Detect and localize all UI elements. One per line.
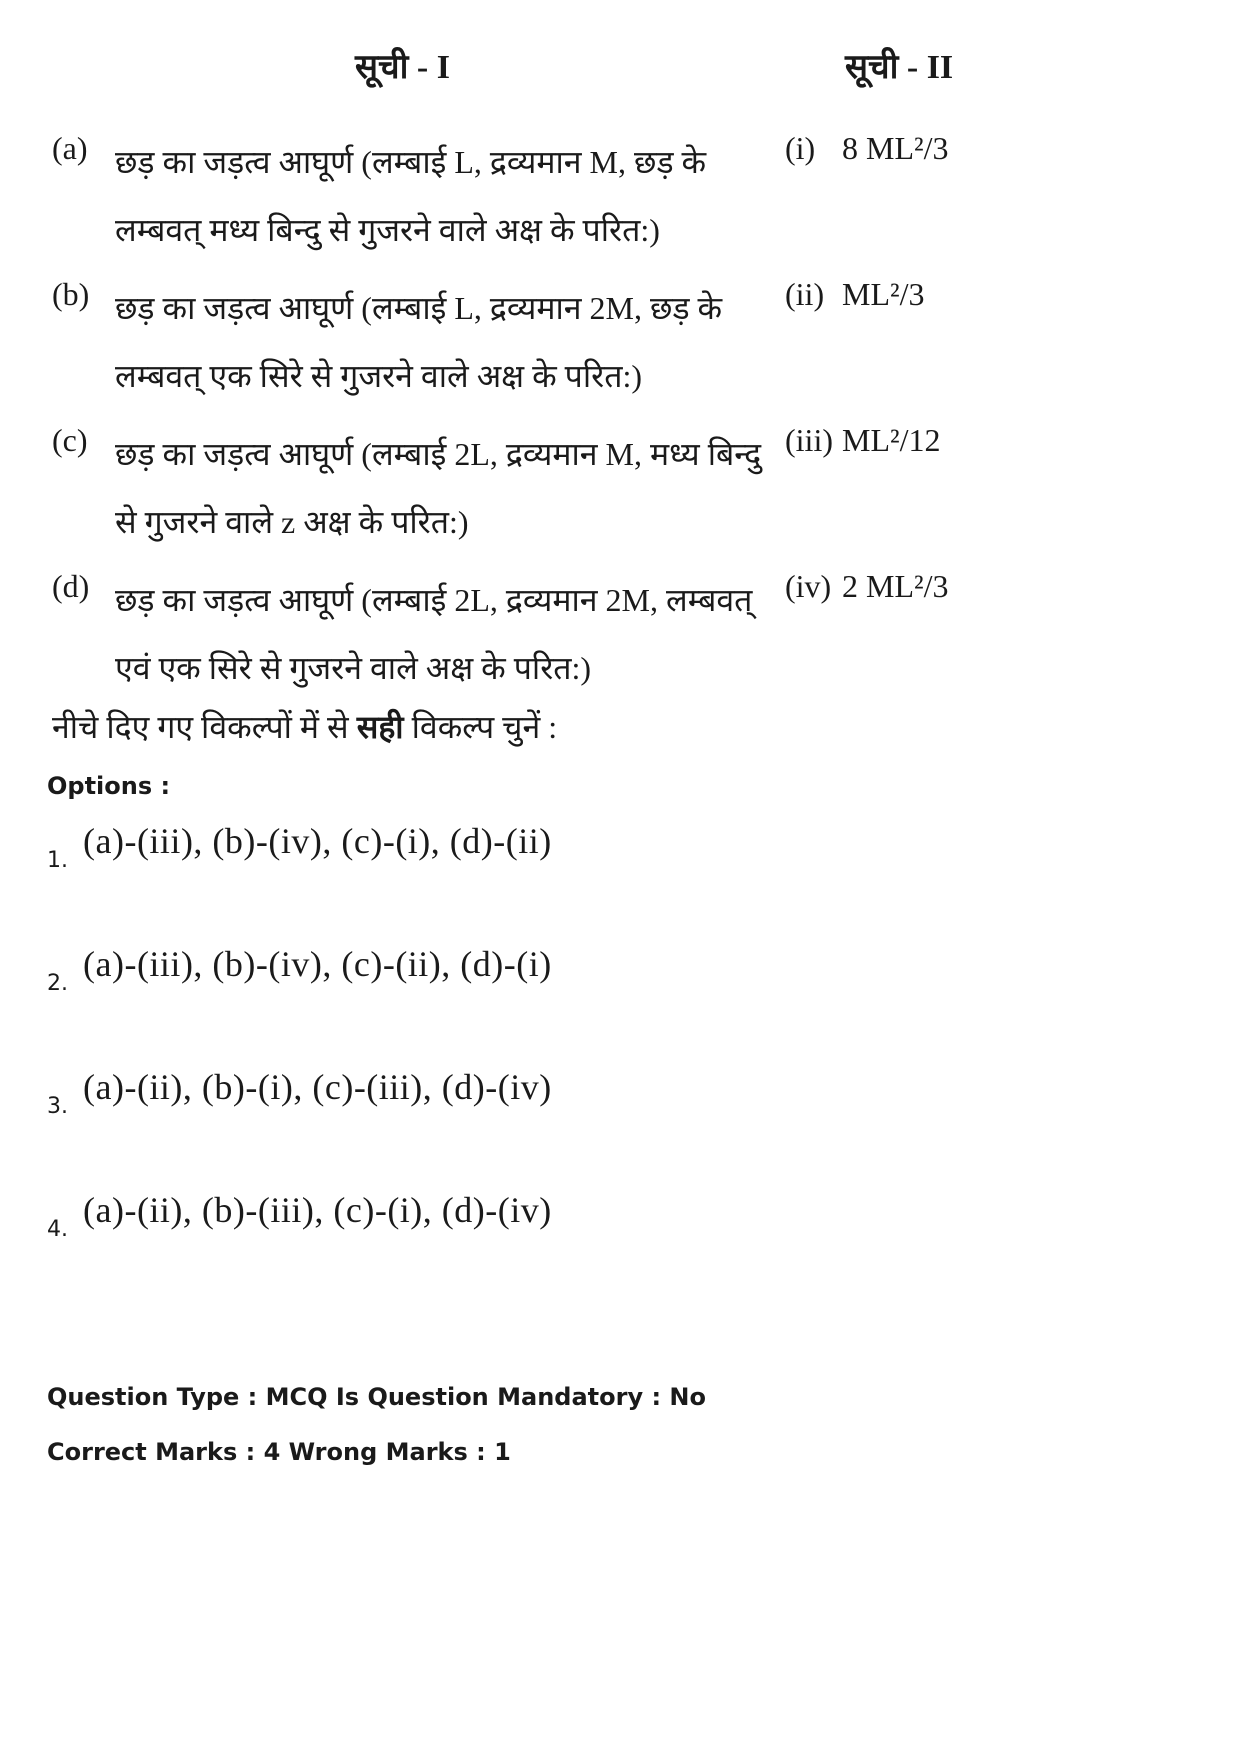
match-row-b [0, 274, 1240, 414]
row-value: 2 ML²/3 [842, 568, 949, 604]
instruction-before: नीचे दिए गए विकल्पों में से [52, 709, 357, 745]
row-description: छड़ का जड़त्व आघूर्ण (लम्बाई 2L, द्रव्यमान 2M, लम्बवत् एवं एक सिरे से गुजरने वाले अक्ष के परित:) [115, 582, 753, 686]
option-number: 2. [47, 971, 68, 996]
option-text: (a)-(ii), (b)-(i), (c)-(iii), (d)-(iv) [83, 1067, 552, 1107]
row-description: छड़ का जड़त्व आघूर्ण (लम्बाई L, द्रव्यमान M, छड़ के लम्बवत् मध्य बिन्दु से गुजरने वाले अक्ष के परित:) [115, 144, 707, 248]
option-number: 3. [47, 1094, 68, 1119]
option-2[interactable] [47, 943, 747, 1003]
row-description: छड़ का जड़त्व आघूर्ण (लम्बाई L, द्रव्यमान 2M, छड़ के लम्बवत् एक सिरे से गुजरने वाले अक्ष के परित:) [115, 290, 723, 394]
row-value: ML²/3 [842, 276, 925, 312]
option-number: 4. [47, 1217, 68, 1242]
options-label: Options : [47, 772, 171, 800]
option-4[interactable] [47, 1189, 747, 1249]
list-1-header: सूची - I [355, 49, 450, 86]
row-description: छड़ का जड़त्व आघूर्ण (लम्बाई 2L, द्रव्यमान M, मध्य बिन्दु से गुजरने वाले z अक्ष के परित:) [115, 436, 762, 540]
marks-line: Correct Marks : 4 Wrong Marks : 1 [47, 1438, 511, 1466]
instruction-text [52, 705, 557, 748]
match-row-a [0, 128, 1240, 268]
instruction-after: विकल्प चुनें : [403, 709, 558, 745]
option-number: 1. [47, 848, 68, 873]
row-value: 8 ML²/3 [842, 130, 949, 166]
option-text: (a)-(ii), (b)-(iii), (c)-(i), (d)-(iv) [83, 1190, 552, 1230]
match-row-c [0, 420, 1240, 560]
match-row-d [0, 566, 1240, 706]
instruction-bold: सही [356, 709, 404, 745]
row-roman: (iii) [785, 422, 833, 458]
row-value: ML²/12 [842, 422, 941, 458]
option-text: (a)-(iii), (b)-(iv), (c)-(i), (d)-(ii) [83, 821, 552, 861]
row-letter: (b) [52, 276, 90, 312]
question-type-line: Question Type : MCQ Is Question Mandatory : No [47, 1383, 706, 1411]
row-letter: (d) [52, 568, 90, 604]
option-1[interactable] [47, 820, 747, 880]
row-letter: (a) [52, 130, 88, 166]
option-text: (a)-(iii), (b)-(iv), (c)-(ii), (d)-(i) [83, 944, 552, 984]
row-roman: (ii) [785, 276, 825, 312]
row-roman: (iv) [785, 568, 832, 604]
option-3[interactable] [47, 1066, 747, 1126]
row-letter: (c) [52, 422, 88, 458]
list-2-header: सूची - II [845, 49, 954, 86]
row-roman: (i) [785, 130, 816, 166]
